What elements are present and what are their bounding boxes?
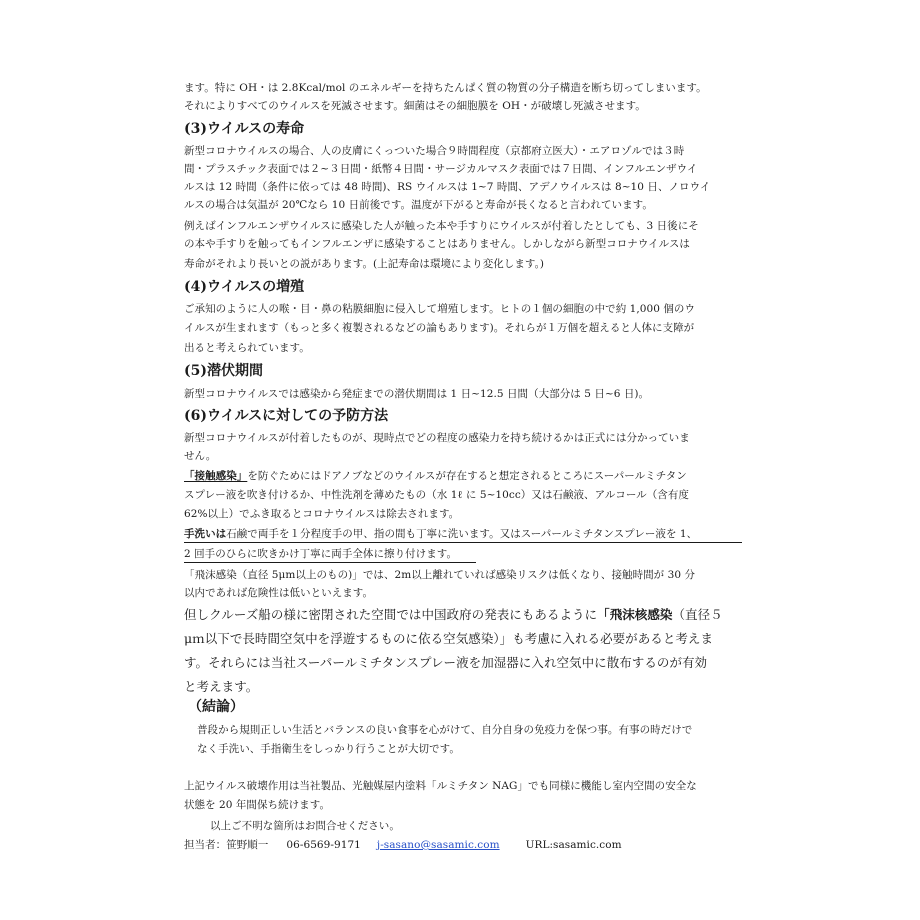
section-6-line-7: 2 回手のひらに吹きかけ丁寧に両手全体に擦り付けます。 — [184, 548, 458, 560]
section-3-line-4: ルスの場合は気温が 20℃なら 10 日前後です。温度が下がると寿命が長くなると言われています。 — [184, 199, 653, 211]
airborne-infection-term: 「飛沫核感染 — [597, 607, 673, 622]
section-4-line-1: ご承知のように人の喉・目・鼻の粘膜細胞に侵入して増殖します。ヒトの１個の細胞の中で約 1,000 個のウ — [184, 303, 695, 315]
company-url[interactable]: URL:sasamic.com — [525, 839, 622, 851]
section-6-line-10 — [184, 605, 723, 625]
section-4-line-3: 出ると考えられています。 — [184, 342, 310, 354]
section-6-line-3 — [184, 467, 687, 485]
section-6-line-12: す。それらには当社スーパールミチタンスプレー液を加湿器に入れ空気中に散布するのが有効 — [184, 655, 708, 670]
contact-person: 担当者：笹野順一 — [184, 839, 269, 851]
section-6-line-3-rest: を防ぐためにはドアノブなどのウイルスが存在すると想定されるところにスーパールミチタン — [247, 470, 687, 482]
conclusion-heading: （結論） — [188, 699, 244, 715]
section-6-line-2: せん。 — [184, 450, 217, 462]
section-6-line-1: 新型コロナウイルスが付着したものが、現時点でどの程度の感染力を持ち続けるかは正式には分かっていま — [184, 432, 690, 444]
section-6-line-9: 以内であれば危険性は低いといえます。 — [184, 587, 374, 599]
section-5-line-1: 新型コロナウイルスでは感染から発症までの潜伏期間は 1 日~12.5 日間（大部分は 5 日~6 日)。 — [184, 388, 650, 400]
section-3-line-3: ルスは 12 時間（条件に依っては 48 時間)、RS ウイルスは 1~7 時間、アデノウイルスは 8~10 日、ノロウイ — [184, 181, 711, 193]
footer-line-3: 以上ご不明な箇所はお問合せください。 — [210, 820, 400, 832]
contact-line — [184, 836, 622, 854]
intro-line-2: それによりすべてのウイルスを死滅させます。細菌はその細胞膜を OH・が破壊し死滅させます。 — [184, 100, 646, 112]
underline-rule-2 — [184, 562, 476, 563]
section-6-line-5: 62%以上）でふき取るとコロナウイルスは除去されます。 — [184, 508, 460, 520]
contact-infection-term: 「接触感染」 — [184, 470, 248, 482]
section-5-heading: (5)潜伏期間 — [184, 363, 263, 379]
section-3-line-2: 間・プラスチック表面では２~３日間・紙幣４日間・サージカルマスク表面では７日間、インフルエンザウイ — [184, 163, 698, 175]
section-6-line-10-tail: （直径５ — [672, 607, 723, 622]
section-6-line-4: スプレー液を吹き付けるか、中性洗剤を薄めたもの（水 1ℓ に 5~10cc）又は石鹸液、アルコール（含有度 — [184, 489, 689, 501]
underline-rule-1 — [184, 542, 742, 543]
footer-line-2: 状態を 20 年間保ち続けます。 — [184, 799, 330, 811]
section-4-heading: (4)ウイルスの増殖 — [184, 279, 305, 295]
section-3-line-1: 新型コロナウイルスの場合、人の皮膚にくっついた場合９時間程度（京都府立医大）・エアロゾルでは３時 — [184, 145, 685, 157]
conclusion-line-2: なく手洗い、手指衛生をしっかり行うことが大切です。 — [197, 743, 460, 755]
section-6-heading: (6)ウイルスに対しての予防方法 — [184, 408, 389, 424]
section-6-line-6 — [184, 525, 697, 543]
section-6-line-13: と考えます。 — [184, 679, 259, 694]
intro-line-1: ます。特に OH・は 2.8Kcal/mol のエネルギーを持ちたんぱく質の物質の分子構造を断ち切ってしまいます。 — [184, 82, 707, 94]
section-3-line-5: 例えばインフルエンザウイルスに感染した人が触った本や手すりにウイルスが付着したとしても、3 日後にそ — [184, 220, 699, 232]
section-4-line-2: イルスが生まれます（もっと多く複製されるなどの論もあります)。それらが１万個を超えると人体に支障が — [184, 322, 695, 334]
section-3-heading: (3)ウイルスの寿命 — [184, 121, 305, 137]
section-3-line-6: の本や手すりを触ってもインフルエンザに感染することはありません。しかしながら新型コロナウイルスは — [184, 238, 690, 250]
section-3-line-7: 寿命がそれより長いとの説があります。(上記寿命は環境により変化します。) — [184, 258, 545, 270]
section-6-line-11: μｍ以下で長時間空気中を浮遊するものに依る空気感染）」も考慮に入れる必要があると考えま — [184, 631, 714, 646]
contact-phone: 06-6569-9171 — [286, 839, 361, 851]
section-6-line-6-rest: 石鹸で両手を１分程度手の甲、指の間も丁寧に洗います。又はスーパールミチタンスプレー液を 1、 — [226, 528, 698, 540]
section-6-line-8: 「飛沫感染（直径 5μm以上のもの)」では、2m以上離れていれば感染リスクは低くなり、接触時間が 30 分 — [184, 569, 696, 581]
contact-email-link[interactable]: j-sasano@sasamic.com — [376, 839, 500, 851]
section-6-line-10-text: 但しクルーズ船の様に密閉された空間では中国政府の発表にもあるように — [184, 607, 598, 622]
footer-line-1: 上記ウイルス破壊作用は当社製品、光触媒屋内塗料「ルミチタン NAG」でも同様に機能し室内空間の安全な — [184, 780, 697, 792]
handwashing-term: 手洗いは — [184, 528, 227, 540]
conclusion-line-1: 普段から規則正しい生活とバランスの良い食事を心がけて、自分自身の免疫力を保つ事。有事の時だけで — [197, 724, 693, 736]
